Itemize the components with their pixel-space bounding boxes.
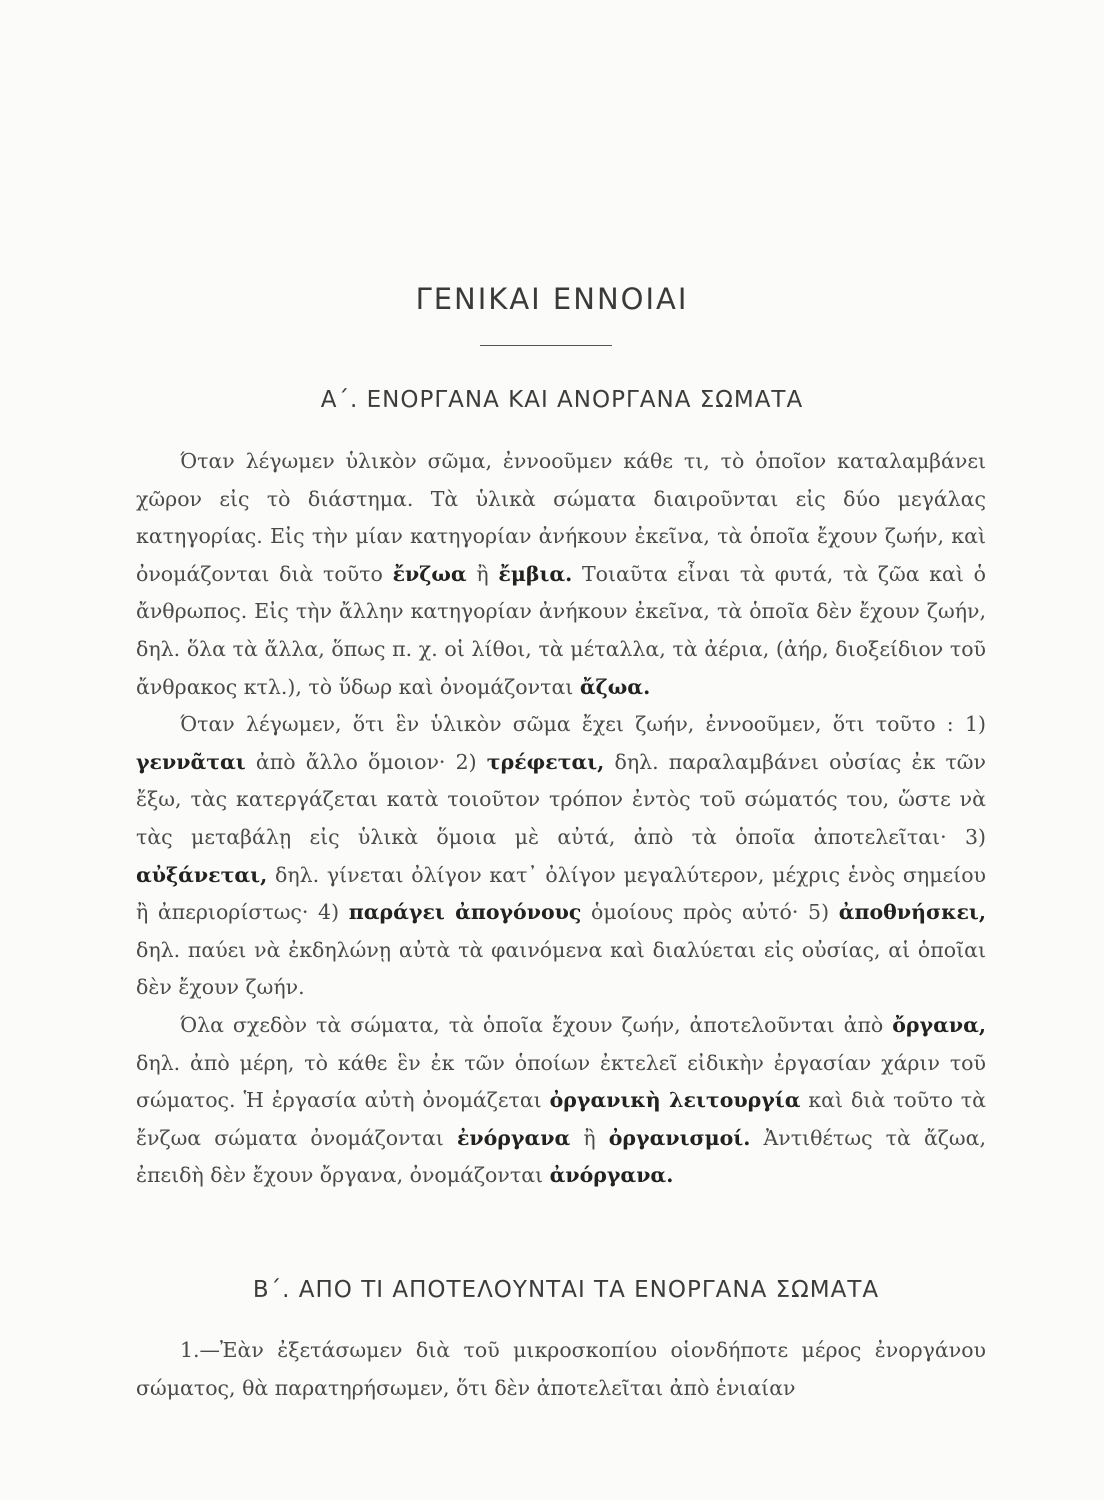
bold-term: ἔμβια. [498, 561, 573, 586]
text-run: καὶ διὰ τοῦτο τὰ ἔνζωα σώματα ὀνομάζονται [136, 1088, 986, 1150]
bold-term: ἔνζωα [392, 561, 467, 586]
text-run: δηλ. παύει νὰ ἐκδηλώνῃ αὐτὰ τὰ φαινόμενα καὶ διαλύεται εἰς οὐσίας, αἱ ὁποῖαι δὲν ἔχουν ζωήν. [136, 937, 986, 1000]
text-run: ἢ [466, 561, 499, 586]
text-run: ἀπὸ ἄλλο ὅμοιον· 2) [245, 749, 487, 774]
text-run: 1.—Ἐὰν ἐξετάσωμεν διὰ τοῦ μικροσκοπίου οἱονδήποτε μέρος ἐνοργάνου σώματος, θὰ παρατηρήσωμεν, ὅτι δὲν ἀποτελεῖται ἀπὸ ἑνιαίαν [136, 1338, 986, 1400]
paragraph-4 [136, 1332, 986, 1407]
bold-term: ἀποθνήσκει, [838, 900, 986, 925]
paragraph-2 [136, 706, 986, 1007]
paragraph-1 [136, 443, 986, 706]
section-b-body [136, 1332, 986, 1407]
page-title: ΓΕΝΙΚΑΙ ΕΝΝΟΙΑΙ [415, 282, 689, 316]
bold-term: ὀργανικὴ λειτουργία [549, 1088, 801, 1113]
title-divider [480, 345, 612, 346]
bold-term: γεννᾶται [136, 749, 246, 774]
section-b-heading: Β΄. ΑΠΟ ΤΙ ΑΠΟΤΕΛΟΥΝΤΑΙ ΤΑ ΕΝΟΡΓΑΝΑ ΣΩΜΑΤΑ [252, 1277, 880, 1303]
bold-term: ὄργανα, [892, 1012, 986, 1037]
text-run: δηλ. γίνεται ὀλίγον κατ᾽ ὀλίγον μεγαλύτερον, μέχρις ἑνὸς σημείου ἢ ἀπεριορίστως· 4) [136, 862, 986, 925]
bold-term: ἐνόργανα [456, 1125, 571, 1150]
text-run: ὁμοίους πρὸς αὐτό· 5) [581, 900, 839, 925]
bold-term: τρέφεται, [486, 749, 605, 774]
bold-term: παράγει ἀπογόνους [348, 900, 582, 925]
text-run: ἢ [570, 1125, 609, 1150]
bold-term: αὐξάνεται, [136, 862, 268, 887]
section-a-body [136, 443, 986, 1195]
text-run: δηλ. ἀπὸ μέρη, τὸ κάθε ἓν ἐκ τῶν ὁποίων ἐκτελεῖ εἰδικὴν ἐργασίαν χάριν τοῦ σώματος. Ἡ ἐργασία αὐτὴ ὀνομάζεται [136, 1050, 986, 1113]
text-run: Όταν λέγωμεν, ὅτι ἓν ὑλικὸν σῶμα ἔχει ζωήν, ἐννοοῦμεν, ὅτι τοῦτο : 1) [180, 712, 986, 737]
paragraph-3 [136, 1007, 986, 1195]
text-run: Ἀντιθέτως τὰ ἄζωα, ἐπειδὴ δὲν ἔχουν ὄργανα, ὀνομάζονται [136, 1125, 986, 1188]
text-run: Όλα σχεδὸν τὰ σώματα, τὰ ὁποῖα ἔχουν ζωήν, ἀποτελοῦνται ἀπὸ [180, 1012, 893, 1037]
bold-term: ἄζωα. [579, 674, 651, 699]
bold-term: ἀνόργανα. [549, 1163, 674, 1188]
text-run: Τοιαῦτα εἶναι τὰ φυτά, τὰ ζῶα καὶ ὁ ἄνθρωπος. Εἰς τὴν ἄλλην κατηγορίαν ἀνήκουν ἐκεῖνα, τὰ ὁποῖα δὲν ἔχουν ζωήν, δηλ. ὅλα τὰ ἄλλα, ὅπως π. χ. οἱ λίθοι, τὰ μέταλλα, τὰ ἀέρια, (ἀήρ, διοξείδιον τοῦ ἄνθρακος κτλ.), τὸ ὕδωρ καὶ ὀνομάζονται [136, 561, 986, 699]
text-run: δηλ. παραλαμβάνει οὐσίας ἐκ τῶν ἔξω, τὰς κατεργάζεται κατὰ τοιοῦτον τρόπον ἐντὸς τοῦ σώματός του, ὥστε νὰ τὰς μεταβάλῃ εἰς ὑλικὰ ὅμοια μὲ αὐτά, ἀπὸ τὰ ὁποῖα ἀποτελεῖται· 3) [136, 749, 986, 849]
section-a-heading: Α΄. ΕΝΟΡΓΑΝΑ ΚΑΙ ΑΝΟΡΓΑΝΑ ΣΩΜΑΤΑ [320, 387, 804, 413]
text-run: Όταν λέγωμεν ὑλικὸν σῶμα, ἐννοοῦμεν κάθε τι, τὸ ὁποῖον καταλαμβάνει χῶρον εἰς τὸ διάστημα. Τὰ ὑλικὰ σώματα διαιροῦνται εἰς δύο μεγάλας κατηγορίας. Εἰς τὴν μίαν κατηγορίαν ἀνήκουν ἐκεῖνα, τὰ ὁποῖα ἔχουν ζωήν, καὶ ὀνομάζονται διὰ τοῦτο [136, 449, 986, 586]
bold-term: ὀργανισμοί. [608, 1125, 751, 1150]
